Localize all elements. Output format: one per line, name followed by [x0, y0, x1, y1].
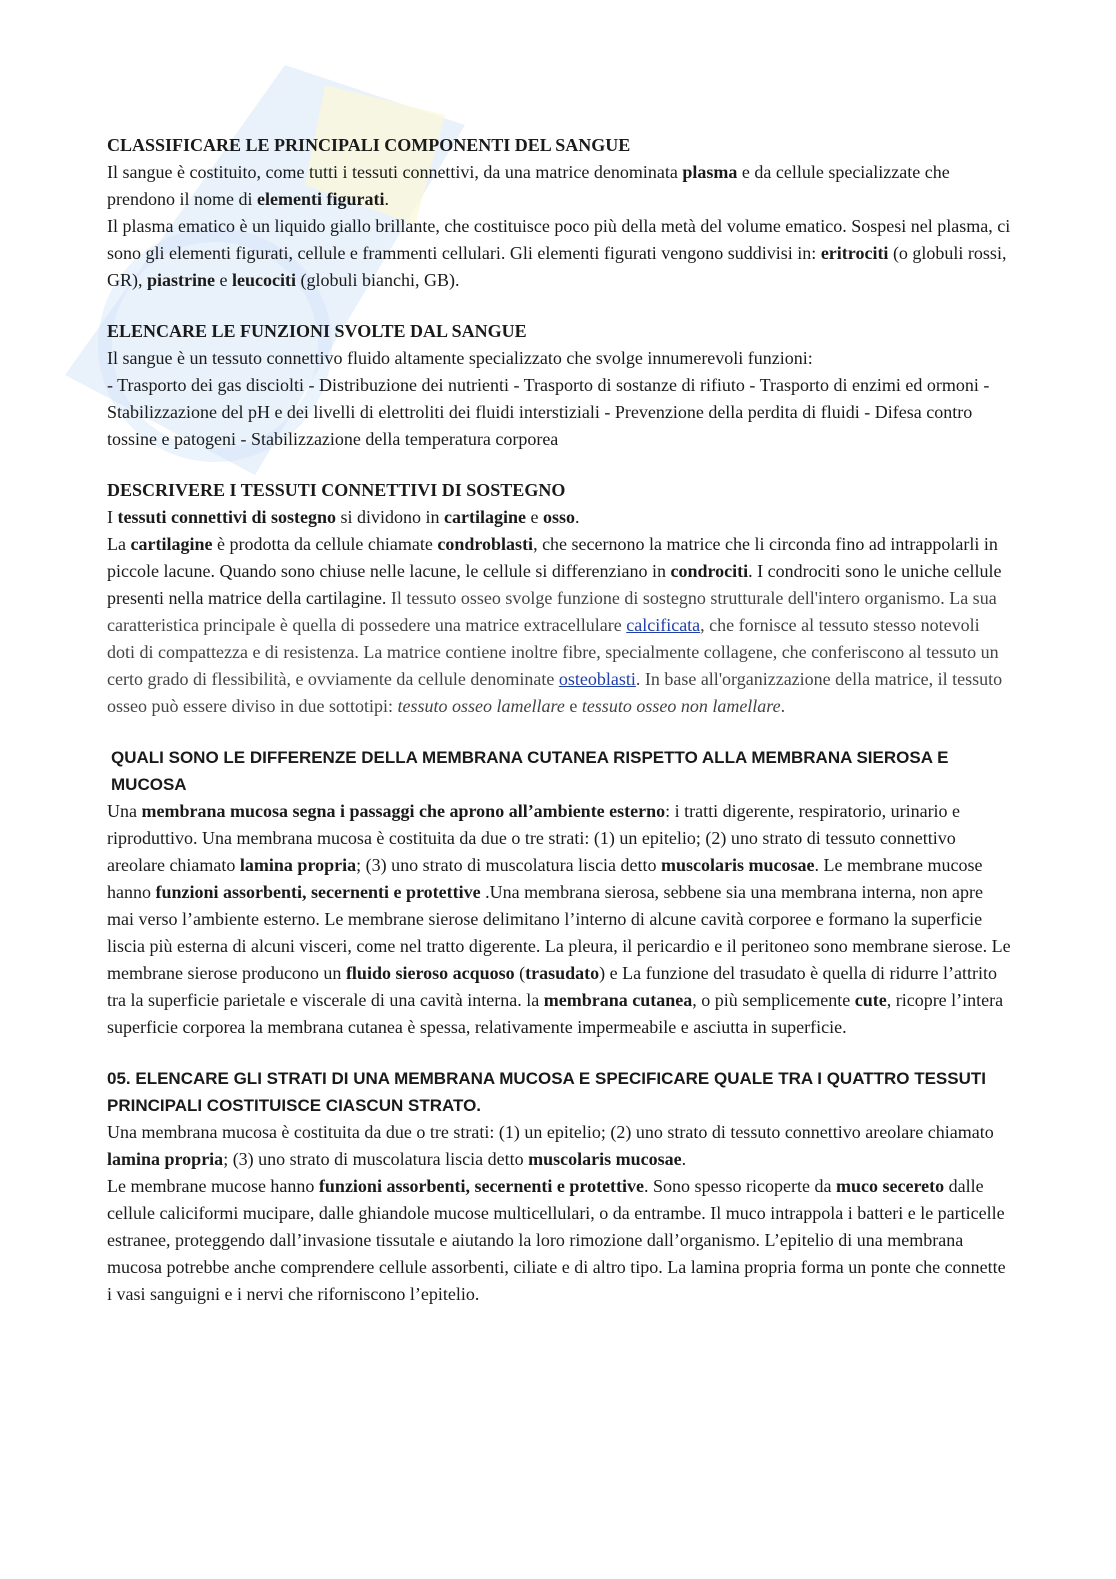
section-title: DESCRIVERE I TESSUTI CONNETTIVI DI SOSTEGNO — [107, 480, 566, 500]
link-osteoblasti[interactable]: osteoblasti — [558, 669, 636, 689]
section-title: 05. ELENCARE GLI STRATI DI UNA MEMBRANA MUCOSA E SPECIFICARE QUALE TRA I QUATTRO TESSUTI PRINCIPALI COSTITUISCE CIASCUN STRATO. — [107, 1069, 986, 1115]
paragraph: Il sangue è costituito, come tutti i tessuti connettivi, da una matrice denominata plasma e da cellule specializzate che prendono il nome di elementi figurati. — [107, 162, 950, 209]
paragraph: - Trasporto dei gas disciolti - Distribuzione dei nutrienti - Trasporto di sostanze di rifiuto - Trasporto di enzimi ed ormoni - Stabilizzazione del pH e dei livelli di elettroliti dei fluidi interstiziali - Prevenzione della perdita di fluidi - Difesa contro tossine e patogeni - Stabilizzazione della temperatura corporea — [107, 375, 990, 449]
paragraph: Una membrana mucosa è costituita da due o tre strati: (1) un epitelio; (2) uno strato di tessuto connettivo areolare chiamato lamina propria; (3) uno strato di muscolatura liscia detto muscolaris mucosae. — [107, 1122, 994, 1169]
section-mucosa-layers — [107, 1065, 1012, 1308]
paragraph: I tessuti connettivi di sostegno si dividono in cartilagine e osso. — [107, 507, 580, 527]
paragraph: La cartilagine è prodotta da cellule chiamate condroblasti, che secernono la matrice che li circonda fino ad intrappolarli in piccole lacune. Quando sono chiuse nelle lacune, le cellule si differenziano in condrociti. I condrociti sono le uniche cellule presenti nella matrice della cartilagine. Il tessuto osseo svolge funzione di sostegno strutturale dell'intero organismo. La sua caratteristica principale è quella di possedere una matrice extracellulare calcificata, che fornisce al tessuto stesso notevoli doti di compattezza e di resistenza. La matrice contiene inoltre fibre, specialmente collagene, che conferiscono al tessuto un certo grado di flessibilità, e ovviamente da cellule denominate osteoblasti. In base all'organizzazione della matrice, il tessuto osseo può essere diviso in due sottotipi: tessuto osseo lamellare e tessuto osseo non lamellare. — [107, 534, 1003, 716]
section-membranes — [107, 744, 1012, 1041]
paragraph: Il sangue è un tessuto connettivo fluido altamente specializzato che svolge innumerevoli funzioni: — [107, 348, 813, 368]
section-blood-functions — [107, 318, 1012, 453]
section-blood-components — [107, 132, 1012, 294]
paragraph: Il plasma ematico è un liquido giallo brillante, che costituisce poco più della metà del volume ematico. Sospesi nel plasma, ci sono gli elementi figurati, cellule e frammenti cellulari. Gli elementi figurati vengono suddivisi in: eritrociti (o globuli rossi, GR), piastrine e leucociti (globuli bianchi, GB). — [107, 216, 1011, 290]
document-page — [107, 132, 1012, 1332]
section-support-tissues — [107, 477, 1012, 720]
paragraph: Le membrane mucose hanno funzioni assorbenti, secernenti e protettive. Sono spesso ricoperte da muco secereto dalle cellule caliciformi mucipare, dalle ghiandole mucose multicellulari, o da entrambe. Il muco intrappola i batteri e le particelle estranee, proteggendo dall’invasione tissutale e aiutando la loro rimozione dall’organismo. L’epitelio di una membrana mucosa potrebbe anche comprendere cellule assorbenti, ciliate e di altro tipo. La lamina propria forma un ponte che connette i vasi sanguigni e i nervi che riforniscono l’epitelio. — [107, 1176, 1006, 1304]
link-calcificata[interactable]: calcificata — [626, 615, 701, 635]
section-title: QUALI SONO LE DIFFERENZE DELLA MEMBRANA CUTANEA RISPETTO ALLA MEMBRANA SIEROSA E MUCOSA — [111, 748, 949, 794]
section-title: ELENCARE LE FUNZIONI SVOLTE DAL SANGUE — [107, 321, 527, 341]
section-title: CLASSIFICARE LE PRINCIPALI COMPONENTI DEL SANGUE — [107, 135, 631, 155]
paragraph: Una membrana mucosa segna i passaggi che aprono all’ambiente esterno: i tratti digerente, respiratorio, urinario e riproduttivo. Una membrana mucosa è costituita da due o tre strati: (1) un epitelio; (2) uno strato di tessuto connettivo areolare chiamato lamina propria; (3) uno strato di muscolatura liscia detto muscolaris mucosae. Le membrane mucose hanno funzioni assorbenti, secernenti e protettive .Una membrana sierosa, sebbene sia una membrana interna, non apre mai verso l’ambiente esterno. Le membrane sierose delimitano l’interno di alcune cavità corporee e formano la superficie liscia più esterna di alcuni visceri, come nel tratto digerente. La pleura, il pericardio e il peritoneo sono membrane sierose. Le membrane sierose producono un fluido sieroso acquoso (trasudato) e La funzione del trasudato è quella di ridurre l’attrito tra la superficie parietale e viscerale di una cavità interna. la membrana cutanea, o più semplicemente cute, ricopre l’intera superficie corporea la membrana cutanea è spessa, relativamente impermeabile e asciutta in superficie. — [107, 801, 1011, 1037]
